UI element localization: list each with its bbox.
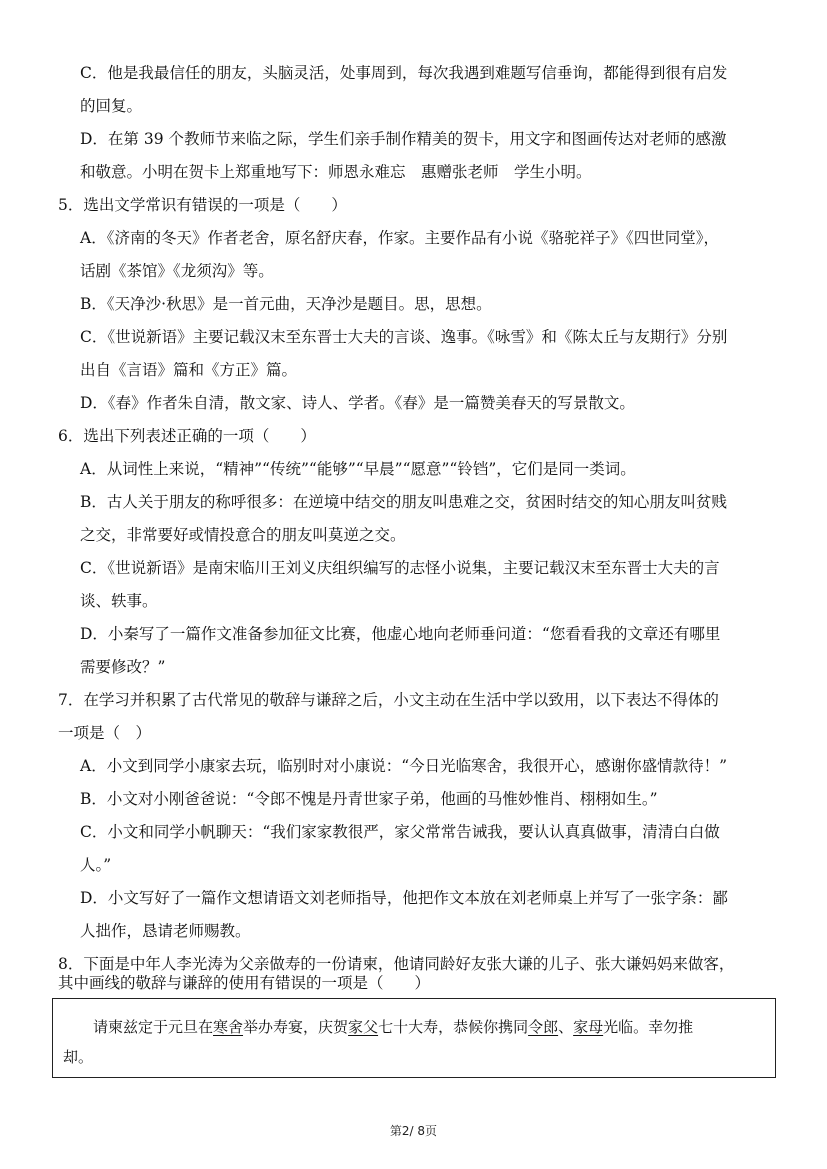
q8-stem-line2: 其中画线的敬辞与谦辞的使用有错误的一项是（ ）	[58, 974, 431, 992]
q6-option-b-line1: B．古人关于朋友的称呼很多：在逆境中结交的朋友叫患难之交，贫困时结交的知心朋友叫贫贱	[80, 493, 727, 511]
q5-option-b-line1: B．《天净沙·秋思》是一首元曲，天净沙是题目。思，思想。	[80, 295, 492, 313]
q4-option-d-line2: 和敬意。小明在贺卡上郑重地写下：师恩永难忘 惠赠张老师 学生小明。	[80, 163, 592, 181]
q6-option-a-line1: A．从词性上来说，“精神”“传统”“能够”“早晨”“愿意”“铃铛”，它们是同一类词。	[80, 460, 636, 478]
q4-option-c-line2: 的回复。	[80, 97, 143, 115]
q7-option-d-line2: 人拙作，恳请老师赐教。	[80, 922, 251, 940]
invitation-box	[52, 998, 776, 1078]
q6-option-d-line2: 需要修改？”	[80, 658, 166, 676]
q7-stem-line2: 一项是（ ）	[58, 724, 152, 742]
invitation-text-5: 光临。幸勿推	[603, 1018, 694, 1036]
q6-option-b-line2: 之交，非常要好或情投意合的朋友叫莫逆之交。	[80, 526, 406, 544]
invitation-text-1: 请柬兹定于元旦在	[93, 1018, 214, 1036]
q5-option-d-line1: D．《春》作者朱自清，散文家、诗人、学者。《春》是一篇赞美春天的写景散文。	[80, 394, 635, 412]
invitation-text-4: 、	[558, 1018, 574, 1036]
invitation-text-3: 七十大寿，恭候你携同	[378, 1018, 529, 1036]
q6-option-c-line2: 谈、轶事。	[80, 592, 158, 610]
q6-option-c-line1: C．《世说新语》是南宋临川王刘义庆组织编写的志怪小说集，主要记载汉末至东晋士大夫的言	[80, 559, 720, 577]
q7-option-d-line1: D．小文写好了一篇作文想请语文刘老师指导，他把作文本放在刘老师桌上并写了一张字条：鄙	[80, 889, 728, 907]
q7-option-a-line1: A．小文到同学小康家去玩，临别时对小康说：“今日光临寒舍，我很开心，感谢你盛情款待！”	[80, 757, 728, 775]
q7-stem-line1: 7．在学习并积累了古代常见的敬辞与谦辞之后，小文主动在生活中学以致用，以下表达不得体的	[58, 691, 719, 709]
q5-stem: 5．选出文学常识有错误的一项是（ ）	[58, 196, 347, 214]
q6-stem: 6．选出下列表述正确的一项（ ）	[58, 427, 316, 445]
q8-stem-line1: 8．下面是中年人李光涛为父亲做寿的一份请柬，他请同龄好友张大谦的儿子、张大谦妈妈来做客，	[58, 955, 735, 973]
q7-option-b-line1: B．小文对小刚爸爸说：“令郎不愧是丹青世家子弟，他画的马惟妙惟肖、栩栩如生。”	[80, 790, 658, 808]
invitation-text-2: 举办寿宴，庆贺	[243, 1018, 349, 1036]
q5-option-a-line1: A．《济南的冬天》作者老舍，原名舒庆春，作家。主要作品有小说《骆驼祥子》《四世同堂》，	[80, 229, 719, 247]
q4-option-c-line1: C．他是我最信任的朋友，头脑灵活，处事周到，每次我遇到难题写信垂询，都能得到很有启发	[80, 64, 728, 82]
underlined-term-jiafu: 家父	[348, 1018, 379, 1036]
q5-option-a-line2: 话剧《茶馆》《龙须沟》等。	[80, 262, 274, 280]
q7-option-c-line2: 人。”	[80, 856, 112, 874]
underlined-term-hanshe: 寒舍	[213, 1018, 244, 1036]
underlined-term-linglang: 令郎	[528, 1018, 559, 1036]
q7-option-c-line1: C．小文和同学小帆聊天：“我们家家教很严，家父常常告诫我，要认认真真做事，清清白白做	[80, 823, 720, 841]
page-number: 第2/ 8页	[389, 1124, 438, 1138]
underlined-term-jiamu: 家母	[573, 1018, 604, 1036]
invitation-line1	[93, 1016, 693, 1038]
q4-option-d-line1: D．在第 39 个教师节来临之际，学生们亲手制作精美的贺卡，用文字和图画传达对老师的感激	[80, 130, 727, 148]
q5-option-c-line2: 出自《言语》篇和《方正》篇。	[80, 361, 298, 379]
invitation-line2: 却。	[63, 1048, 94, 1066]
q6-option-d-line1: D．小秦写了一篇作文准备参加征文比赛，他虚心地向老师垂问道：“您看看我的文章还有哪里	[80, 625, 721, 643]
q5-option-c-line1: C．《世说新语》主要记载汉末至东晋士大夫的言谈、逸事。《咏雪》和《陈太丘与友期行》分别	[80, 328, 728, 346]
